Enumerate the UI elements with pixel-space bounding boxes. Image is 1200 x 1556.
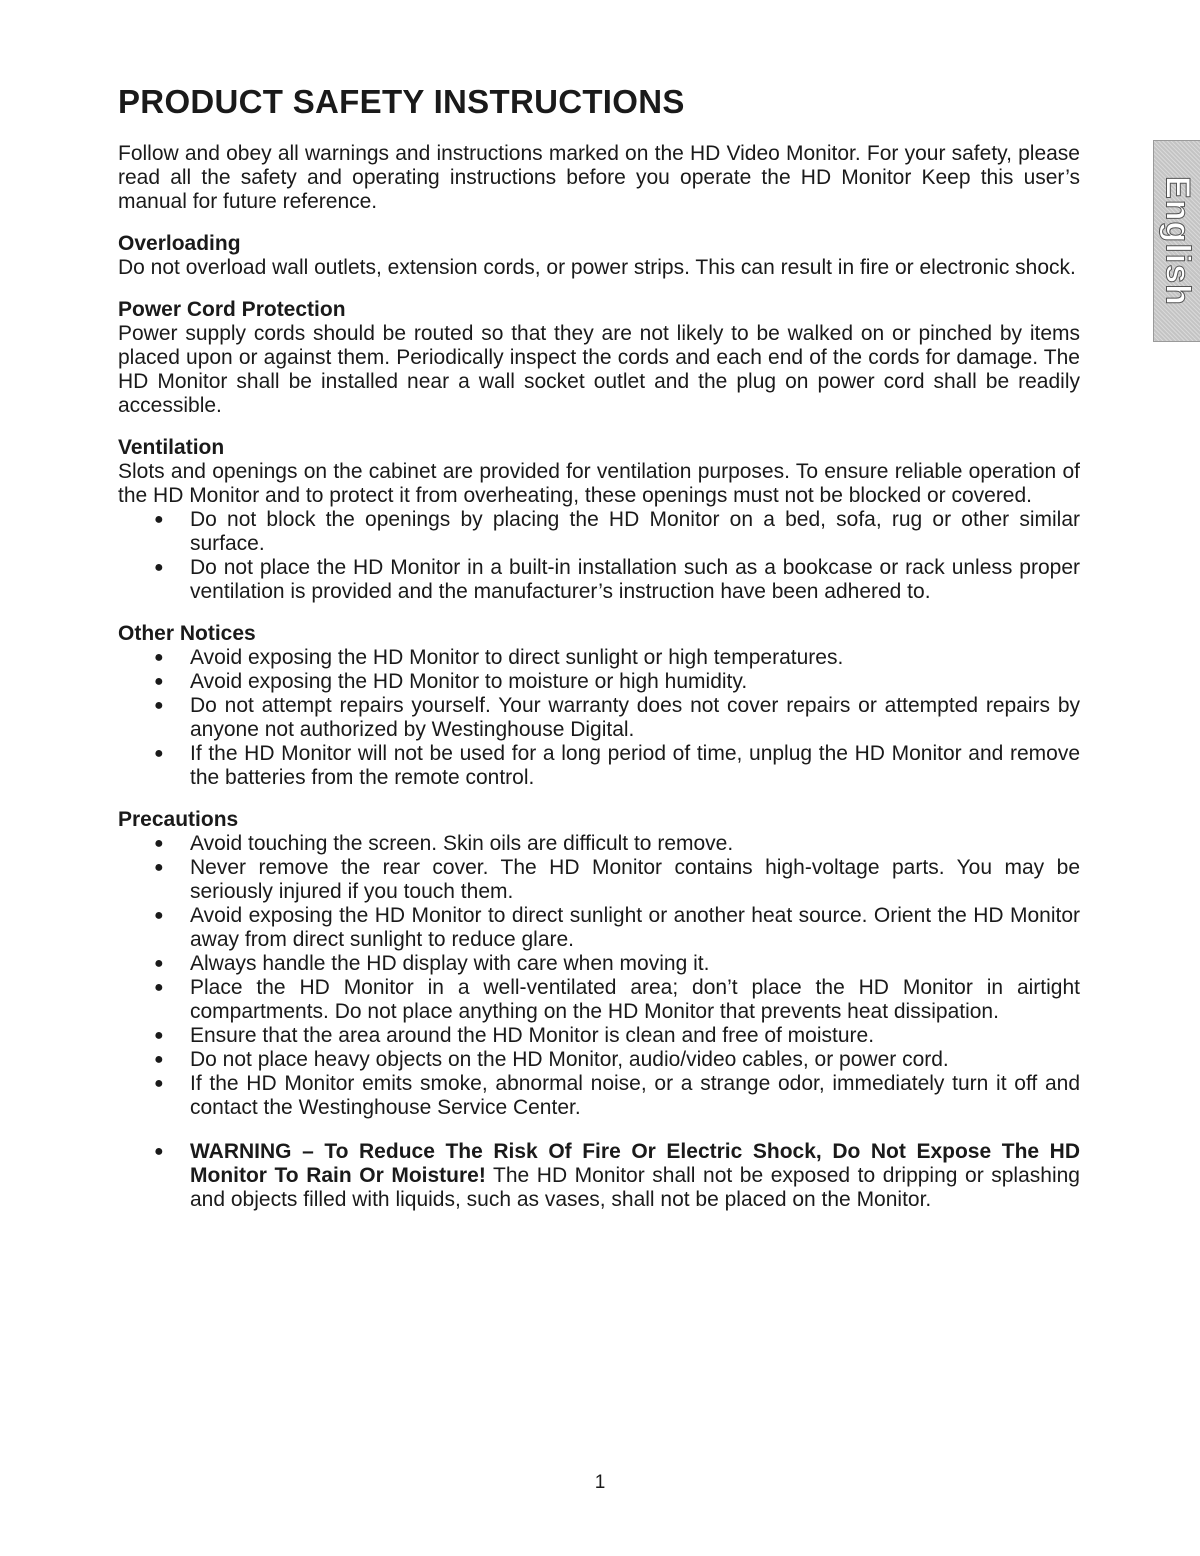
bullet-icon: ● [154, 835, 164, 853]
bullet-icon: ● [154, 859, 164, 877]
list-item-text: Always handle the HD display with care when moving it. [190, 952, 710, 976]
other-notices-heading: Other Notices [118, 622, 256, 646]
list-item [118, 1072, 1080, 1120]
bullet-icon: ● [154, 955, 164, 973]
bullet-icon: ● [154, 1075, 164, 1093]
bullet-icon: ● [154, 745, 164, 763]
ventilation-heading: Ventilation [118, 436, 225, 460]
intro-section [118, 142, 1080, 214]
bullet-icon: ● [154, 1143, 164, 1161]
other-notices-list [118, 646, 1080, 790]
list-item-text: If the HD Monitor emits smoke, abnormal noise, or a strange odor, immediately turn it off and contact the Westinghouse Service Center. [190, 1072, 1080, 1120]
power-cord-heading: Power Cord Protection [118, 298, 346, 322]
list-item [118, 1048, 1080, 1072]
list-item-text: Avoid touching the screen. Skin oils are difficult to remove. [190, 832, 734, 856]
power-cord-section [118, 298, 1080, 418]
language-tab [1153, 140, 1200, 342]
list-item [118, 508, 1080, 556]
list-item [118, 556, 1080, 604]
list-item-text: Ensure that the area around the HD Monitor is clean and free of moisture. [190, 1024, 875, 1048]
bullet-icon: ● [154, 697, 164, 715]
other-notices-section [118, 622, 1080, 790]
list-item-text: Do not attempt repairs yourself. Your warranty does not cover repairs or attempted repairs by anyone not authorized by Westinghouse Digital. [190, 694, 1080, 742]
list-item [118, 856, 1080, 904]
list-item [118, 694, 1080, 742]
ventilation-list [118, 508, 1080, 604]
list-item-text: If the HD Monitor will not be used for a long period of time, unplug the HD Monitor and remove the batteries from the remote control. [190, 742, 1080, 790]
list-item [118, 1024, 1080, 1048]
bullet-icon: ● [154, 907, 164, 925]
list-item-text: Avoid exposing the HD Monitor to direct sunlight or high temperatures. [190, 646, 844, 670]
overloading-section [118, 232, 1080, 280]
document-page [118, 84, 1080, 1212]
intro-paragraph: Follow and obey all warnings and instructions marked on the HD Video Monitor. For your safety, please read all the safety and operating instructions before you operate the HD Monitor Keep this user’s manual for future reference. [118, 142, 1080, 214]
bullet-icon: ● [154, 1027, 164, 1045]
ventilation-text: Slots and openings on the cabinet are provided for ventilation purposes. To ensure reliable operation of the HD Monitor and to protect it from overheating, these openings must not be blocked or covered. [118, 460, 1080, 508]
list-item [118, 670, 1080, 694]
warning-bold-text: WARNING – To Reduce The Risk Of Fire Or Electric Shock, Do Not Expose The HD Monitor To Rain Or Moisture! [190, 1140, 1080, 1188]
overloading-text: Do not overload wall outlets, extension cords, or power strips. This can result in fire or electronic shock. [118, 256, 1076, 280]
list-item [118, 646, 1080, 670]
list-item-text: Never remove the rear cover. The HD Monitor contains high-voltage parts. You may be seriously injured if you touch them. [190, 856, 1080, 904]
warning-list [118, 1140, 1080, 1212]
bullet-icon: ● [154, 1051, 164, 1069]
bullet-icon: ● [154, 673, 164, 691]
list-item [118, 952, 1080, 976]
warning-item [118, 1140, 1080, 1212]
overloading-heading: Overloading [118, 232, 241, 256]
list-item-text: Do not place the HD Monitor in a built-in installation such as a bookcase or rack unless proper ventilation is provided and the manufacturer’s instruction have been adhered to. [190, 556, 1080, 604]
list-item-text: Do not block the openings by placing the HD Monitor on a bed, sofa, rug or other similar surface. [190, 508, 1080, 556]
warning-text: The HD Monitor shall not be exposed to dripping or splashing and objects filled with liquids, such as vases, shall not be placed on the Monitor. [190, 1164, 1080, 1212]
list-item [118, 976, 1080, 1024]
list-item-text: Do not place heavy objects on the HD Monitor, audio/video cables, or power cord. [190, 1048, 949, 1072]
precautions-section [118, 808, 1080, 1120]
list-item-text: Place the HD Monitor in a well-ventilated area; don’t place the HD Monitor in airtight compartments. Do not place anything on the HD Monitor that prevents heat dissipation. [190, 976, 1080, 1024]
language-tab-label: English [1158, 176, 1197, 306]
precautions-list [118, 832, 1080, 1120]
list-item [118, 904, 1080, 952]
precautions-heading: Precautions [118, 808, 239, 832]
list-item-text: Avoid exposing the HD Monitor to moisture or high humidity. [190, 670, 748, 694]
ventilation-section [118, 436, 1080, 604]
bullet-icon: ● [154, 559, 164, 577]
page-number: 1 [594, 1472, 606, 1493]
list-item-text: Avoid exposing the HD Monitor to direct sunlight or another heat source. Orient the HD Monitor away from direct sunlight to reduce glare. [190, 904, 1080, 952]
list-item [118, 832, 1080, 856]
power-cord-text: Power supply cords should be routed so that they are not likely to be walked on or pinched by items placed upon or against them. Periodically inspect the cords and each end of the cords for damage. The HD Monitor shall be installed near a wall socket outlet and the plug on power cord shall be readily accessible. [118, 322, 1080, 418]
bullet-icon: ● [154, 649, 164, 667]
bullet-icon: ● [154, 979, 164, 997]
bullet-icon: ● [154, 511, 164, 529]
page-title: PRODUCT SAFETY INSTRUCTIONS [118, 83, 685, 120]
list-item [118, 742, 1080, 790]
